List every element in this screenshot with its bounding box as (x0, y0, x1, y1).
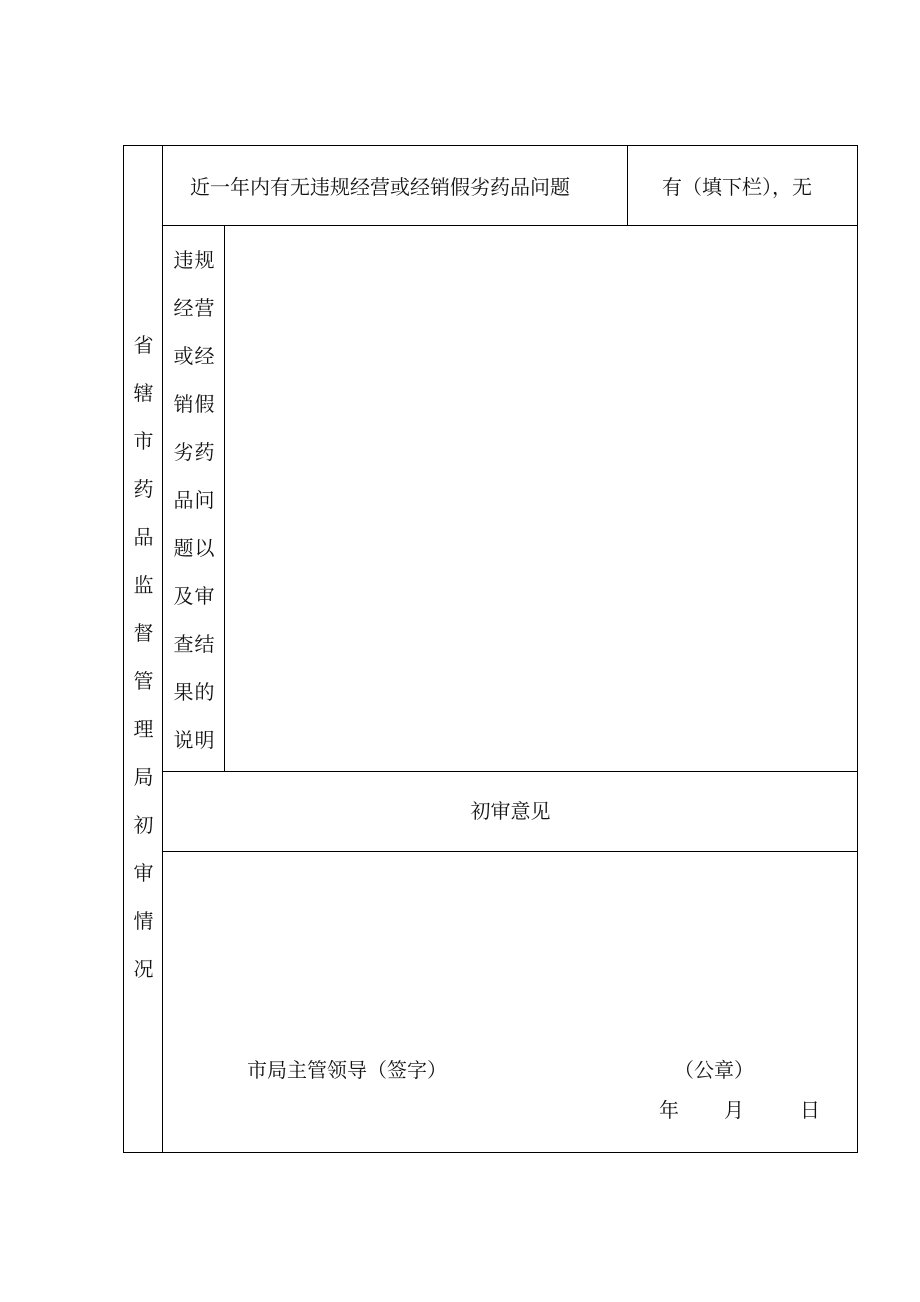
date-month: 月 (724, 1098, 744, 1122)
side-label-char: 况 (133, 957, 154, 981)
date-day: 日 (800, 1098, 820, 1122)
question-label: 近一年内有无违规经营或经销假劣药品问题 (190, 175, 570, 199)
side-label-char: 局 (133, 765, 154, 789)
side-label-char: 药 (133, 477, 154, 501)
details-label (164, 236, 225, 764)
side-label (124, 321, 163, 993)
details-label-line: 销假 (173, 392, 216, 416)
side-label-char: 辖 (133, 381, 154, 405)
side-label-char: 市 (133, 429, 154, 453)
side-label-char: 初 (133, 813, 154, 837)
side-label-char: 情 (133, 909, 154, 933)
date-year: 年 (659, 1098, 679, 1122)
review-form-table (123, 145, 858, 1153)
details-label-line: 及审 (173, 584, 216, 608)
divider-question-answer (627, 146, 628, 226)
details-label-line: 品问 (173, 488, 216, 512)
side-label-char: 理 (133, 717, 154, 741)
side-label-char: 监 (133, 573, 154, 597)
opinion-input-area[interactable] (163, 852, 858, 1052)
answer-options[interactable]: 有（填下栏），无 (662, 175, 812, 199)
details-label-line: 劣药 (173, 440, 216, 464)
details-label-line: 查结 (173, 632, 216, 656)
side-label-char: 品 (133, 525, 154, 549)
details-label-line: 题以 (173, 536, 216, 560)
details-label-line: 说明 (173, 728, 216, 752)
details-label-line: 果的 (173, 680, 216, 704)
side-label-char: 督 (133, 621, 154, 645)
opinion-title: 初审意见 (470, 799, 551, 823)
signature-label: 市局主管领导（签字） (247, 1058, 447, 1082)
details-label-line: 或经 (173, 344, 216, 368)
details-label-line: 违规 (173, 248, 216, 272)
side-label-char: 审 (133, 861, 154, 885)
seal-label: （公章） (674, 1058, 754, 1082)
divider-row-2 (162, 771, 858, 772)
details-label-line: 经营 (173, 296, 216, 320)
side-label-char: 省 (133, 333, 154, 357)
details-input-area[interactable] (225, 226, 858, 771)
side-label-char: 管 (133, 669, 154, 693)
